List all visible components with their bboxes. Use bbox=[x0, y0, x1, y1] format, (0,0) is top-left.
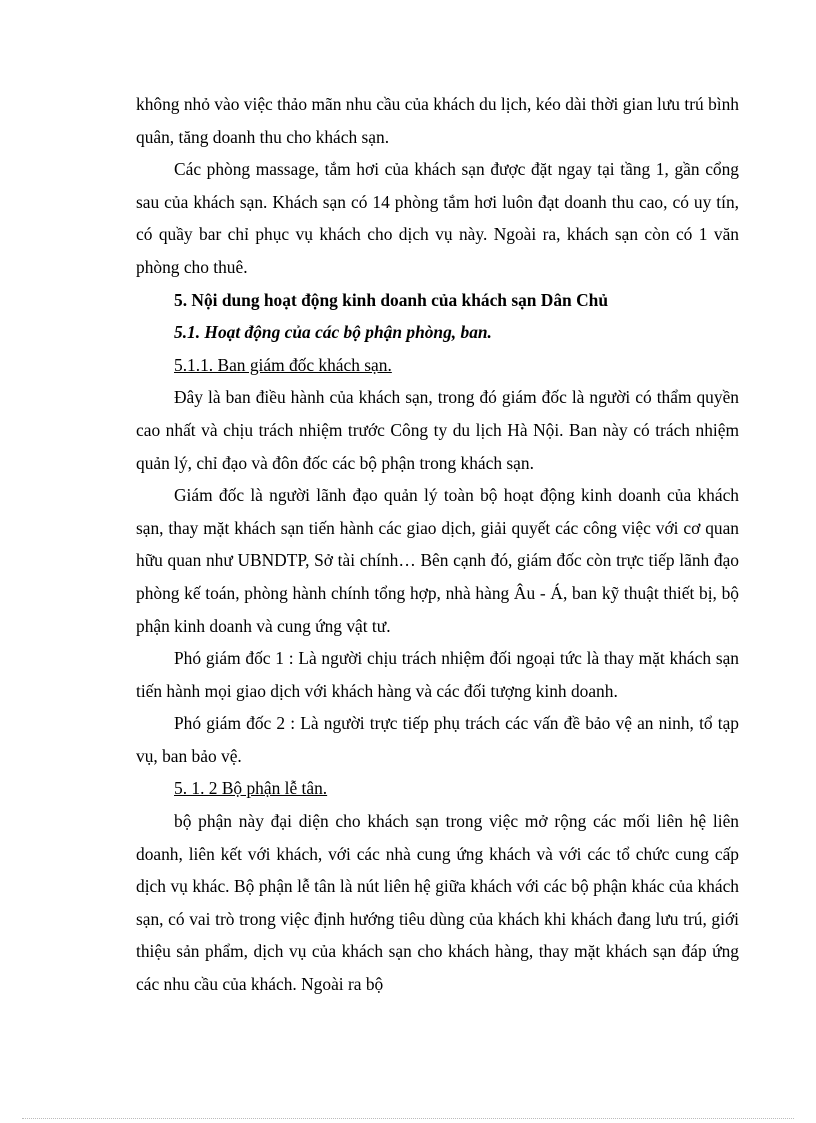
paragraph-board-description: Đây là ban điều hành của khách sạn, trong đó giám đốc là người có thẩm quyền cao nhất và chịu trách nhiệm trước Công ty du lịch Hà Nội. Ban này có trách nhiệm quản lý, chỉ đạo và đôn đốc các bộ phận trong khách sạn. bbox=[136, 387, 739, 473]
paragraph-reception: bộ phận này đại diện cho khách sạn trong việc mở rộng các mối liên hệ liên doanh, liên kết với khách, với các nhà cung ứng khách và với các tổ chức cung cấp dịch vụ khác. Bộ phận lễ tân là nút liên hệ giữa khách với các bộ phận khác của khách sạn, có vai trò trong việc định hướng tiêu dùng của khách khi khách đang lưu trú, giới thiệu sản phẩm, dịch vụ của khách sạn cho khách hàng, thay mặt khách sạn đáp ứng các nhu cầu của khách. Ngoài ra bộ bbox=[136, 811, 739, 995]
paragraph-massage-rooms: Các phòng massage, tắm hơi của khách sạn được đặt ngay tại tầng 1, gần cổng sau của khách sạn. Khách sạn có 14 phòng tắm hơi luôn đạt doanh thu cao, có uy tín, có quầy bar chỉ phục vụ khách cho dịch vụ này. Ngoài ra, khách sạn còn có 1 văn phòng cho thuê. bbox=[136, 159, 739, 277]
document-page bbox=[136, 88, 739, 1001]
sub-subsection-heading-reception: 5. 1. 2 Bộ phận lễ tân. bbox=[174, 778, 328, 799]
section-heading: 5. Nội dung hoạt động kinh doanh của khách sạn Dân Chủ bbox=[174, 289, 608, 310]
subsection-heading: 5.1. Hoạt động của các bộ phận phòng, ban. bbox=[174, 322, 492, 343]
paragraph-deputy-director-2: Phó giám đốc 2 : Là người trực tiếp phụ trách các vấn đề bảo vệ an ninh, tổ tạp vụ, ban bảo vệ. bbox=[136, 713, 739, 766]
page-bottom-divider bbox=[22, 1118, 794, 1119]
paragraph-continuation: không nhỏ vào việc thảo mãn nhu cầu của khách du lịch, kéo dài thời gian lưu trú bình quân, tăng doanh thu cho khách sạn. bbox=[136, 94, 739, 147]
paragraph-deputy-director-1: Phó giám đốc 1 : Là người chịu trách nhiệm đối ngoại tức là thay mặt khách sạn tiến hành mọi giao dịch với khách hàng và các đối tượng kinh doanh. bbox=[136, 648, 739, 701]
sub-subsection-heading-board: 5.1.1. Ban giám đốc khách sạn. bbox=[174, 354, 392, 375]
paragraph-director: Giám đốc là người lãnh đạo quản lý toàn bộ hoạt động kinh doanh của khách sạn, thay mặt khách sạn tiến hành các giao dịch, giải quyết các công việc với cơ quan hữu quan như UBNDTP, Sở tài chính… Bên cạnh đó, giám đốc còn trực tiếp lãnh đạo phòng kế toán, phòng hành chính tổng hợp, nhà hàng Âu - Á, ban kỹ thuật thiết bị, bộ phận kinh doanh và cung ứng vật tư. bbox=[136, 485, 739, 636]
